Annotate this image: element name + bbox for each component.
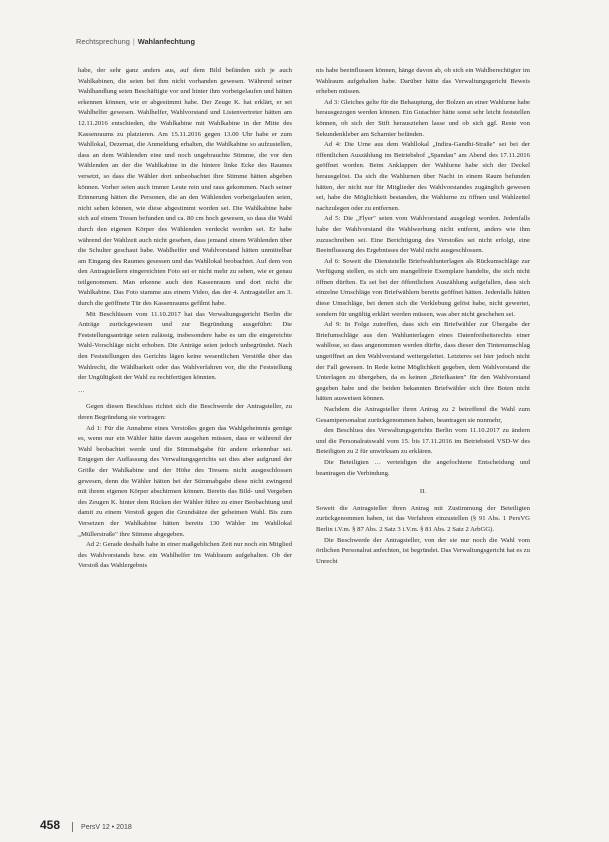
header-section: Rechtsprechung xyxy=(76,37,130,46)
ellipsis: … xyxy=(78,386,85,394)
right-column xyxy=(316,66,530,811)
paragraph: Ad 3: Gleiches gelte für die Behauptung, der Bolzen an einer Wahlurne habe herausgezogen werden können. Ein Gutachter hätte sonst sehr leicht feststellen können, ob sich der Stift herausziehen lasse und ob sich ggf. Reste von Sekundenkleber am Scharnier befänden. xyxy=(316,98,530,138)
paragraph: Ad 9: In Folge zutreffen, dass sich ein Briefwähler zur Übergabe der Briefumschläge aus den Wahlunterlagen eines Datenfreiheitsrechts einer wahllose, so dass angenommen werden dürfte, dass dieser den Tintenumschlag ungeöffnet an den Wahlvorstand weitergeleitet. Letzteres sei hier jedoch nicht der Fall gewesen. In Rede keine Möglichkeit gegeben, dem Wahlvorstand die Unterlagen zu übergeben, da es keinen „Briefkasten" für den Wahlvorstand gegeben habe und die beiden bekannten Briefwähler sich ihre Boten nicht hätten ausweisen können. xyxy=(316,321,530,403)
journal-issue: PersV 12 • 2018 xyxy=(81,824,132,831)
paragraph: Ad 2: Gerade deshalb habe in einer maßgeblichen Zeit nur noch ein Mitglied des Wahlvorstands bzw. ein Wahlhelfer im Wahlraum aufgehalten. Ob der Verstoß das Wahlergebnis xyxy=(78,541,292,570)
paragraph: Nachdem die Antragsteller ihren Antrag zu 2 betreffend die Wahl zum Gesamtpersonalrat zurückgenommen haben, beantragen sie nunmehr, xyxy=(316,406,530,424)
paragraph: habe, der sehr ganz anders aus, auf dem Bild befänden sich je auch Wahlkabinen, die seien bei ihm nicht vorhanden gewesen. Während seiner Wahlhandlung seien Beschäftigte vor und hinter ihm vorbeigelaufen und hätten erkennen können, wie er abgestimmt habe. Der Zeuge K. hat erklärt, er sei Wahlhelfer gewesen. Wahlhelfer, Wahlvorstand und Listenvertreter hätten am 12.11.2016 entschieden, die Wahlkabine mit Wahlkabine in der Mitte des Kassenraums zu platzieren. Am 15.11.2016 gegen 13.00 Uhr habe er zum Wahllokal, Dezernat, die Anmeldung erhalten, die Wahlkabine so aufzustellen, dass an dem Wählenden eine und noch ungebrauchte Stimme, die vor den Wählenden an der die Wahlkabine in die hintere linke Ecke des Raumes versetzt, so dass die Wähler dort unbeobachtet ihre Stimme hätten abgeben können. Vorher seien auch immer Leute rein und raus gekommen. Nach seiner Erinnerung hätten die Personen, die an den Wählenden vorbeigelaufen seien, nicht sehen können, wie diese abgestimmt worden sei. Die Wahlkabine habe sich auf einem Tresen befunden und ca. 80 cm hoch gewesen, so dass die Wahl durch den eigenen Körper des Wählenden verdeckt worden sei. Er habe während der Wahlzeit auch nicht gesehen, dass jemand einem Wählenden über die Schulter geschaut habe. Wahlhelfer und Wahlvorstand hätten unmittelbar am Eingang des Raumes gesessen und das Wahllokal beobachtet. Auf dem von den Antragstellern eingereichten Foto sei er nicht mehr zu sehen, wie er genau teilgenommen. Man erkenne auch den Kassenraum und dort nicht die Wahlkabine. Das Foto stamme aus einem Video, das der 4. Antragsteller am 3. durch die geöffnete Tür des Kassenraums gefilmt habe. xyxy=(78,67,292,308)
page-footer xyxy=(40,818,132,832)
section-heading: II. xyxy=(419,488,427,496)
paragraph: Mit Beschlüssen vom 11.10.2017 hat das Verwaltungsgericht Berlin die Anträge zurückgewiesen und zur Begründung ausgeführt: Die Feststellungsanträge seien zulässig, insbesondere habe es um die eingereichte Wahl-Vorschläge nicht erhoben. Die Anträge seien jedoch unbegründet. Nach den Feststellungen des Gerichts lägen keine wesentlichen Verstöße über das Wahlrecht, die Wählbarkeit oder das Wahlverfahren vor, die die Feststellung der Ungültigkeit der Wahl zu rechtfertigen könnten. xyxy=(78,310,292,382)
header-topic: Wahlanfechtung xyxy=(137,37,195,46)
paragraph: Soweit die Antragsteller ihren Antrag mit Zustimmung der Beteiligten zurückgenommen haben, ist das Verfahren einzustellen (§ 91 Abs. 1 PersVG Berlin i.V.m. § 87 Abs. 2 Satz 3 i.V.m. § 81 Abs. 2 Satz 2 ArbGG). xyxy=(316,504,530,533)
page-number: 458 xyxy=(40,818,61,832)
paragraph: Ad 1: Für die Annahme eines Verstoßes gegen das Wahlgeheimnis genüge es, wenn nur ein Wähler hätte davon ausgehen müssen, dass er während der Wahl beobachtet werde und die Stimmabgabe für andere erkennbar sei. Entgegen der Auffassung des Verwaltungsgerichts sei dies aber aufgrund der Größe der Wahlkabine und der Höhe des Tresens nicht ausgeschlossen gewesen, denn die Wähler hätten bei der Stimmabgabe diese nicht zwingend mit ihrem eigenen Körper abschirmen können. Bereits das Bild- und Vergeben des Zeugen K. hinter dem Rücken der Wähler führe zu einer Beobachtung und damit zu einem Verstoß gegen die Grundsätze der geheimen Wahl. Bis zum Versetzen der Wahlkabine hätten bereits 130 Wähler im Wahllokal „Müllerstraße" ihre Stimme abgegeben. xyxy=(78,424,292,538)
paragraph: Ad 6: Soweit die Dienststelle Briefwahlunterlagen als Rückumschläge zur Verfügung stellen, es sich um mangelfreie Exemplare handelte, die sich nicht öffnen dürften. Es sei bei der öffentlichen Auszählung aufgefallen, dass sich einzelne Umschläge von Briefwählern bereits geöffnet hätten. Jedenfalls hätten diese Umschläge, bei denen sich die Verklebung gelöst habe, nicht gewertet, sondern für ungültig erklärt werden müssen, was aber nicht geschehen sei. xyxy=(316,257,530,318)
paragraph: den Beschluss des Verwaltungsgerichts Berlin vom 11.10.2017 zu ändern und die Personalratswahl vom 15. bis 17.11.2016 im Betriebsteil VSD-W des Beteiligten zu 2 für unwirksam zu erklären. xyxy=(316,427,530,456)
paragraph: Ad 5: Die „Flyer" seien vom Wahlvorstand ausgelegt worden. Jedenfalls habe der Wahlvorstand die Wahlwerbung nicht entfernt, anders wie ihm zuzuschreiben sei. Eine Berichtigung des Verstoßes sei nicht erfolgt, eine Beeinflussung des Ergebnisses der Wahl nicht ausgeschlossen. xyxy=(316,215,530,255)
paragraph: Ad 4: Die Urne aus dem Wahllokal „Indira-Gandhi-Straße" sei bei der öffentlichen Auszählung im Betriebshof „Spandau" am Abend des 17.11.2016 geöffnet worden. Beim Anklappen der Wahlurne habe sich der Deckel herausgelöst. Da sich die Wahlurnen über Nacht in einem Raum befunden hätten, der nicht nur für Mitglieder des Wahlvorstandes zugänglich gewesen sei, habe die Möglichkeit bestanden, die Wahlurne zu öffnen und Wahlzettel nachzulegen oder zu entfernen. xyxy=(316,141,530,212)
footer-divider xyxy=(72,822,73,832)
running-header xyxy=(76,37,195,46)
paragraph: Die Beschwerde der Antragsteller, von der sie nur noch die Wahl vom örtlichen Personalrat anfechten, ist begründet. Das Verwaltungsgericht hat es zu Unrecht xyxy=(316,536,530,565)
paragraph: Gegen diesen Beschluss richtet sich die Beschwerde der Antragsteller, zu deren Begründung sie vortragen: xyxy=(78,403,292,421)
paragraph: nis habe beeinflussen können, hänge davon ab, ob sich ein Wahlberechtigter im Wahlraum aufgehalten habe. Darüber hätte das Verwaltungsgericht Beweis erheben müssen. xyxy=(316,67,530,96)
paragraph: Die Beteiligten … verteidigen die angefochtene Entscheidung und beantragen die Verbindung. xyxy=(316,458,530,477)
header-separator: | xyxy=(132,37,135,46)
left-column xyxy=(78,66,292,811)
